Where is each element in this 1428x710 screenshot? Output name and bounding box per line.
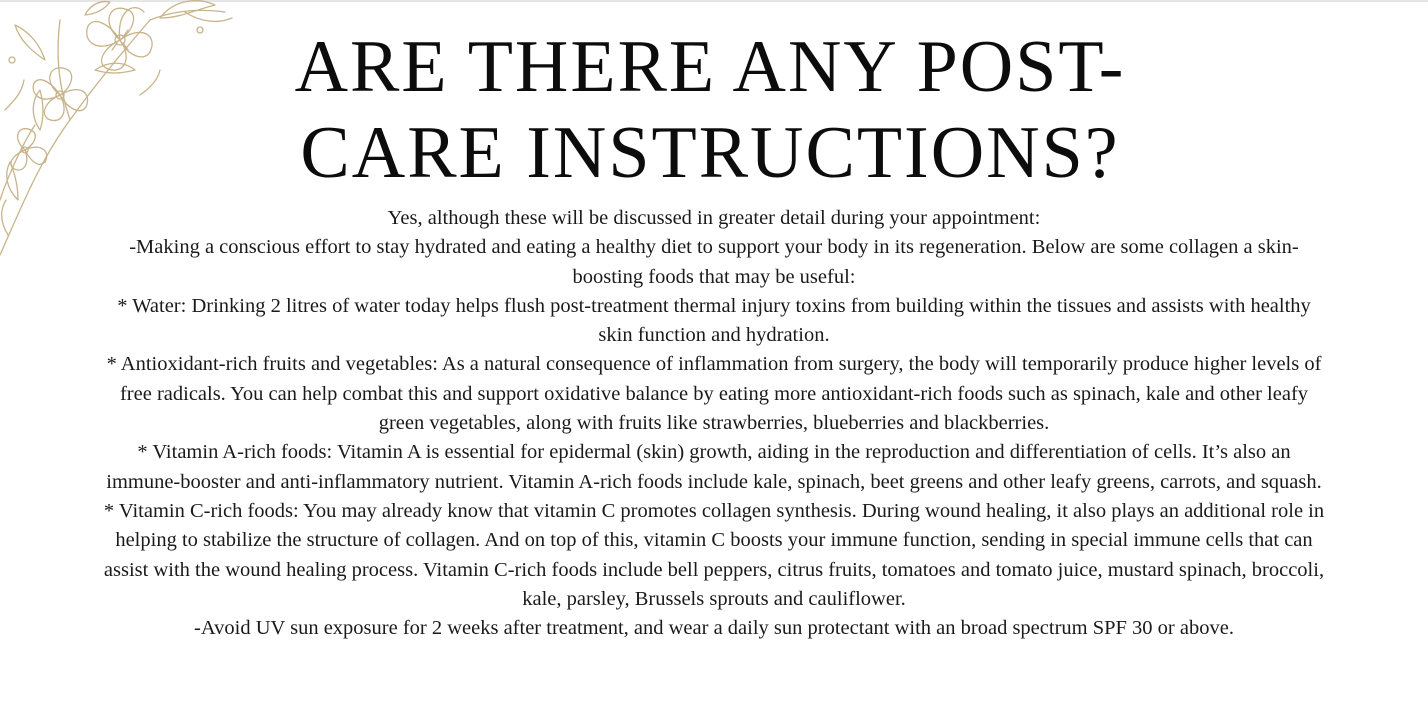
water-item: * Water: Drinking 2 litres of water today helps flush post-treatment thermal injury toxins from building within the tissues and assists with healthy skin function and hydration. (117, 294, 1311, 347)
instructions-body (100, 204, 1328, 643)
antioxidant-item: * Antioxidant-rich fruits and vegetables: As a natural consequence of inflammation from surgery, the body will temporarily produce higher levels of free radicals. You can help combat this and support oxidative balance by eating more antioxidant-rich foods such as spinach, kale and other leafy green vegetables, along with fruits like strawberries, blueberries and blackberries. (106, 353, 1322, 435)
title-line-1: ARE THERE ANY POST- (294, 26, 1126, 108)
vitamin-a-item: * Vitamin A-rich foods: Vitamin A is essential for epidermal (skin) growth, aiding in the reproduction and differentiation of cells. It’s also an immune-booster and anti-inflammatory nutrient. Vitamin A-rich foods include kale, spinach, beet greens and other leafy greens, carrots, and squash. (106, 441, 1322, 493)
title-line-2: CARE INSTRUCTIONS? (300, 112, 1120, 194)
uv-paragraph: -Avoid UV sun exposure for 2 weeks after treatment, and wear a daily sun protectant with an broad spectrum SPF 30 or above. (194, 617, 1234, 640)
intro-paragraph: Yes, although these will be discussed in greater detail during your appointment: (387, 207, 1041, 229)
vitamin-c-item: * Vitamin C-rich foods: You may already know that vitamin C promotes collagen synthesis. During wound healing, it also plays an additional role in helping to stabilize the structure of collagen. And on top of this, vitamin C boosts your immune function, sending in special immune cells that can assist with the wound healing process. Vitamin C-rich foods include bell peppers, citrus fruits, tomatoes and tomato juice, mustard spinach, broccoli, kale, parsley, Brussels sprouts and cauliflower. (103, 499, 1325, 610)
page-title (200, 24, 1220, 196)
hydration-paragraph: -Making a conscious effort to stay hydrated and eating a healthy diet to support your body in its regeneration. Below are some collagen a skin-boosting foods that may be useful: (129, 236, 1299, 288)
